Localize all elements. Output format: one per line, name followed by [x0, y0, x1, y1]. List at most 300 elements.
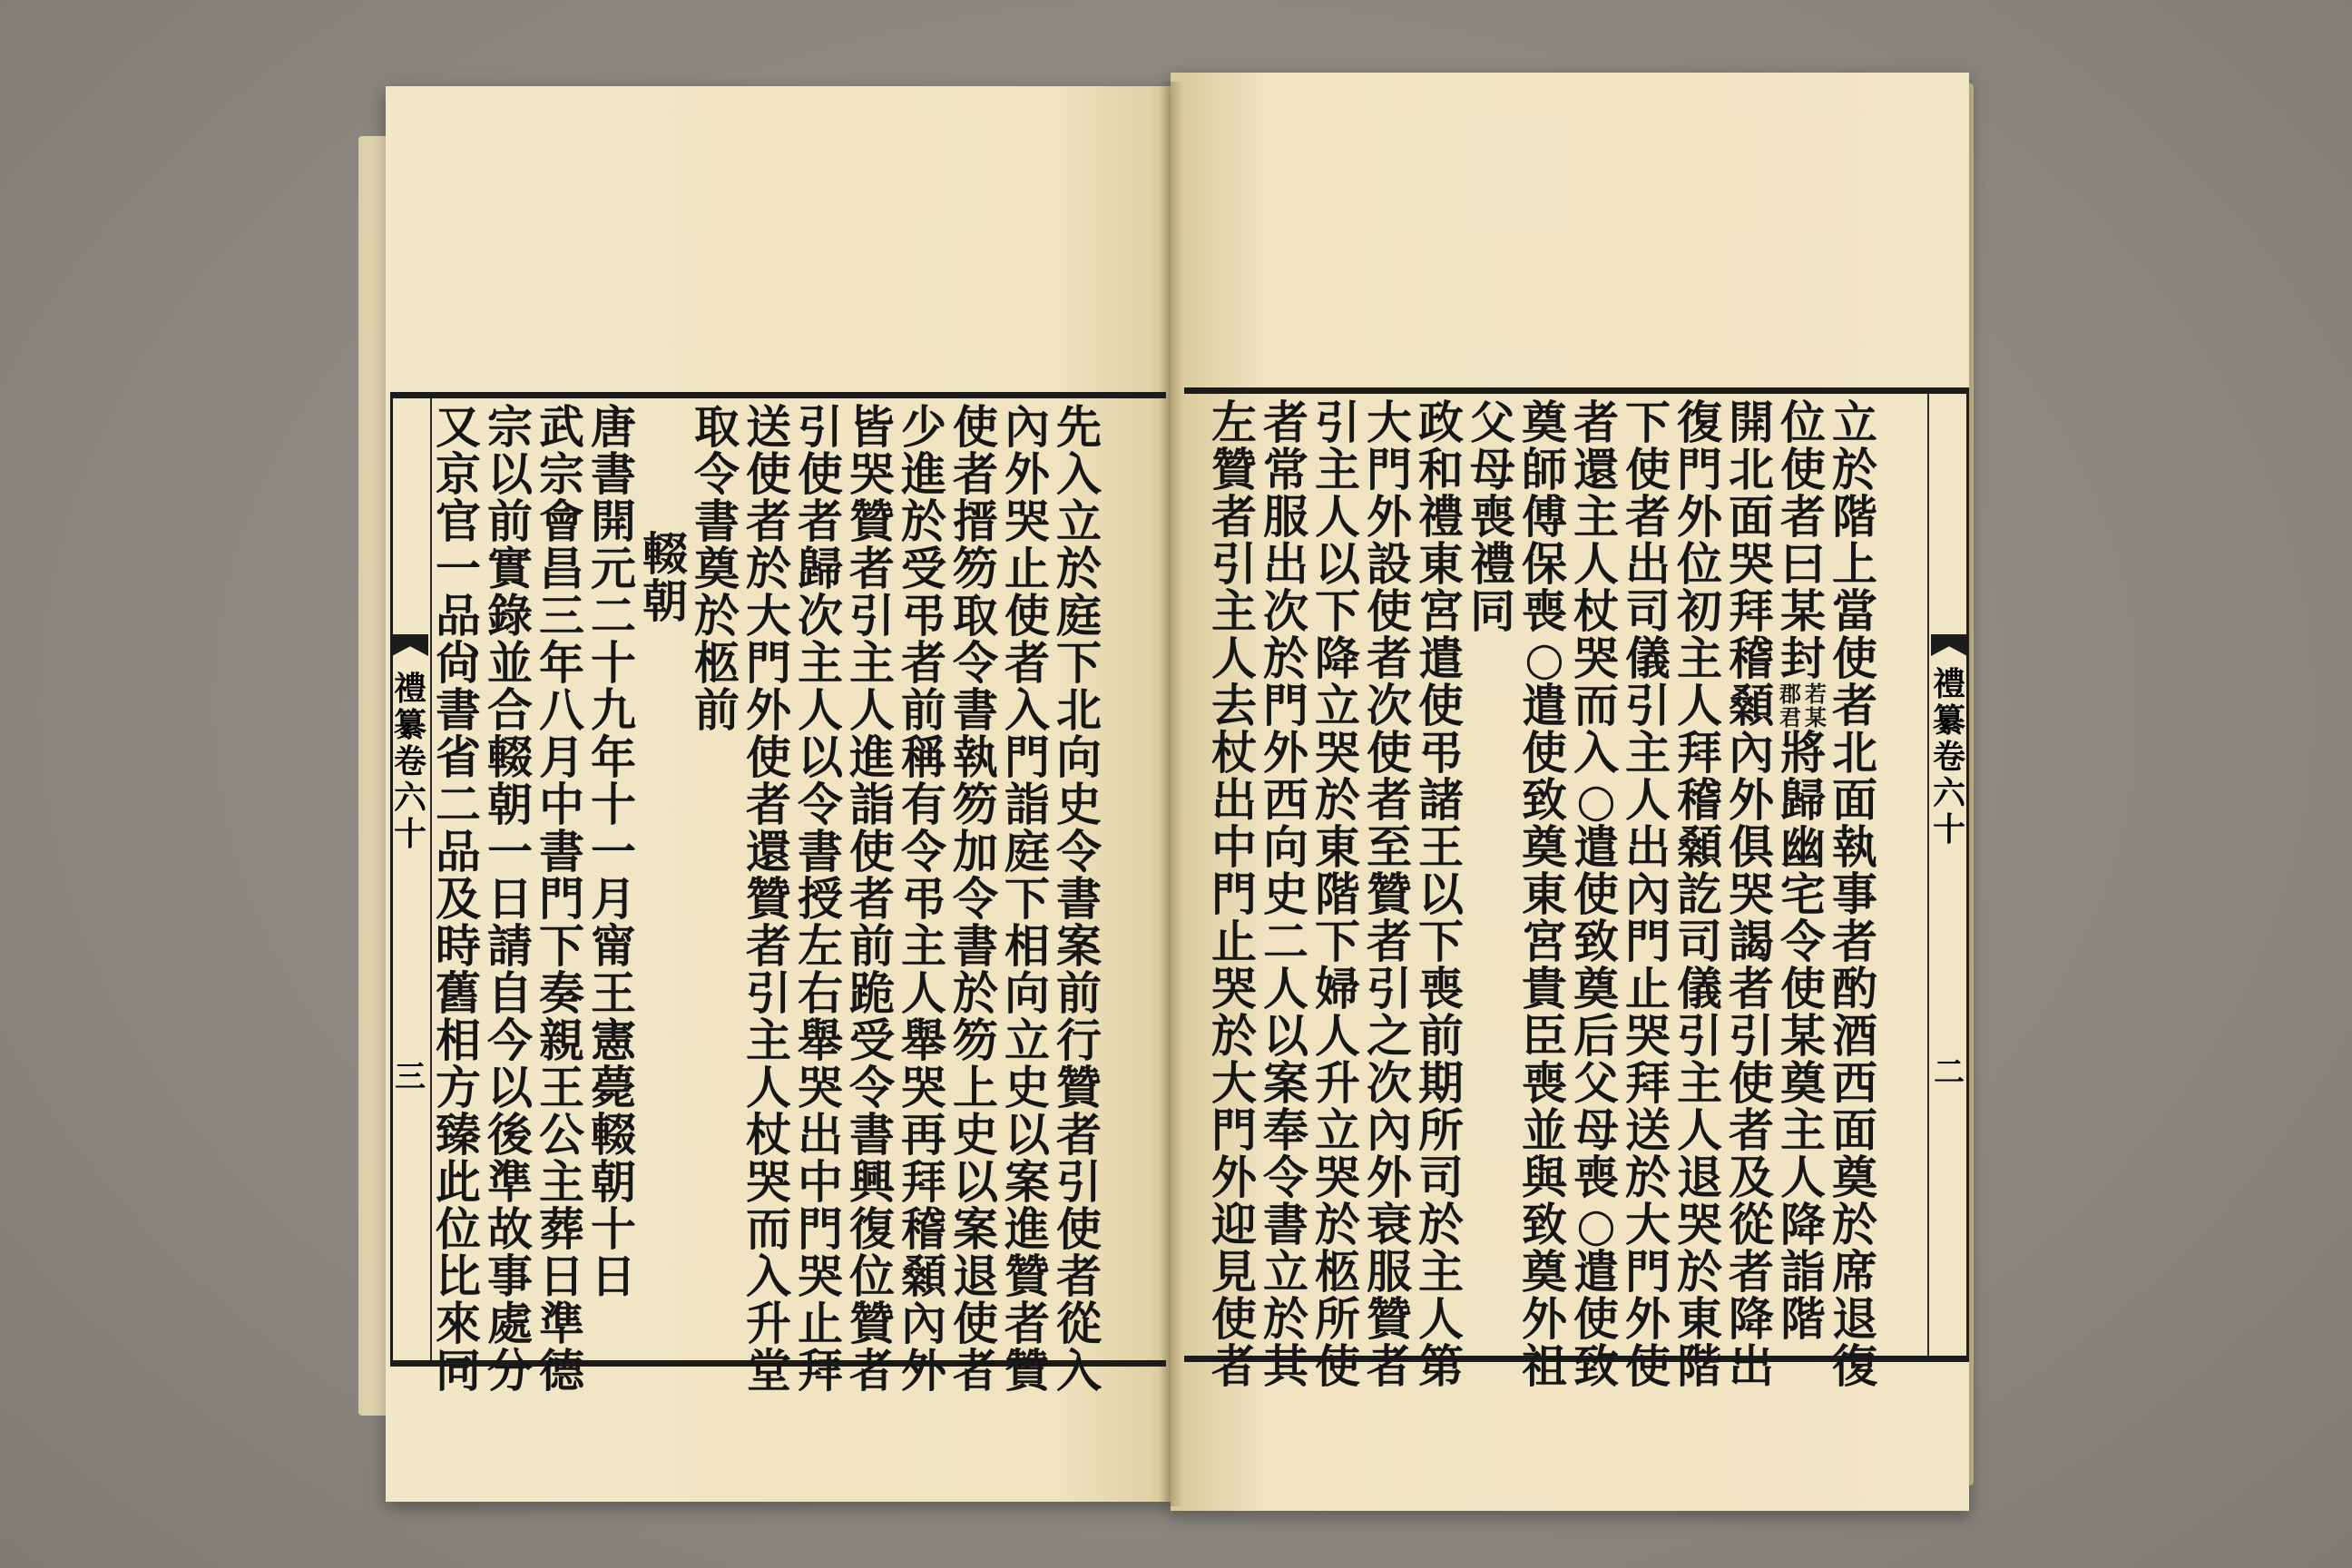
text-character: 父 — [1470, 396, 1515, 449]
left-text-column-1 — [1051, 400, 1107, 1397]
fish-tail-mark — [1931, 634, 1967, 656]
left-text-column-5 — [844, 400, 900, 1397]
text-character: 者 — [1729, 1245, 1774, 1298]
text-character: 哭 — [1004, 495, 1050, 548]
text-character: 西 — [1263, 773, 1308, 827]
right-text-column-1 — [1827, 396, 1883, 1393]
text-character: 降 — [1780, 1198, 1826, 1251]
text-character: 主 — [798, 636, 843, 690]
text-character: 政 — [1418, 396, 1464, 449]
text-character: 搢 — [953, 495, 998, 548]
text-character: ○ — [1576, 773, 1616, 827]
text-character: 大 — [1625, 1198, 1671, 1251]
text-character: 左 — [1211, 396, 1257, 449]
text-character: 自 — [487, 966, 533, 1020]
text-character: 六 — [393, 779, 426, 817]
text-character: 奠 — [1522, 396, 1567, 449]
text-character: 其 — [1263, 1339, 1308, 1393]
text-character: 一 — [487, 825, 533, 878]
text-character: 令 — [798, 778, 843, 831]
text-character: 二 — [591, 589, 636, 642]
text-character: 下 — [1625, 396, 1671, 449]
text-character: 武 — [539, 400, 584, 454]
text-character: 笏 — [953, 1014, 998, 1067]
text-character: 十 — [1932, 810, 1965, 848]
text-character: 書 — [539, 825, 584, 878]
text-character: 次 — [1367, 679, 1412, 732]
text-character: 儀 — [1677, 962, 1722, 1015]
text-character: 止 — [1211, 915, 1257, 968]
text-character: 門 — [1677, 443, 1722, 496]
text-character: 下 — [1004, 872, 1050, 926]
text-character: 者 — [901, 636, 946, 690]
left-text-column-7 — [740, 400, 797, 1397]
text-character: 實 — [487, 542, 533, 595]
text-character: 使 — [1625, 1339, 1671, 1393]
text-character: 令 — [953, 872, 998, 926]
text-character: 退 — [1677, 1151, 1722, 1204]
text-character: 令 — [1263, 1151, 1308, 1204]
text-character: 外 — [1729, 773, 1774, 827]
text-character: 君 — [1779, 704, 1801, 730]
text-character: 入 — [1004, 683, 1050, 737]
text-character: 輟 — [642, 527, 688, 581]
text-character: 某 — [1805, 704, 1827, 730]
text-character: 復 — [849, 1202, 895, 1256]
text-character: 稽 — [1729, 632, 1774, 685]
text-character: 拜 — [798, 1344, 843, 1397]
text-character: 顙 — [901, 1250, 946, 1303]
text-character: 遣 — [1522, 679, 1567, 732]
left-banxin-title — [392, 671, 428, 852]
text-character: 拜 — [901, 1155, 946, 1209]
text-character: 立 — [1056, 495, 1102, 548]
text-character: 封 — [1780, 632, 1826, 685]
text-character: 將 — [1780, 726, 1826, 779]
text-character: 內 — [1625, 867, 1671, 921]
text-character: 臻 — [436, 1108, 481, 1161]
text-character: 東 — [1522, 867, 1567, 921]
right-text-column-12 — [1258, 396, 1314, 1393]
text-character: 諸 — [1418, 773, 1464, 827]
text-character: 者 — [1367, 632, 1412, 685]
text-character: 前 — [901, 683, 946, 737]
text-character: 同 — [1470, 584, 1515, 638]
text-character: 內 — [901, 1297, 946, 1350]
text-character: 婦 — [1315, 962, 1360, 1015]
left-text-column-2 — [999, 400, 1055, 1397]
text-character: 門 — [1625, 1245, 1671, 1298]
text-character: 某 — [1780, 584, 1826, 638]
text-character: 並 — [1522, 1103, 1567, 1157]
text-character: 前 — [487, 495, 533, 548]
text-character: 使 — [1729, 1056, 1774, 1110]
text-character: 書 — [436, 683, 481, 737]
text-character: 公 — [539, 1108, 584, 1161]
text-character: 案 — [1004, 1155, 1050, 1209]
text-character: 外 — [1211, 1151, 1257, 1204]
text-character: 奏 — [539, 966, 584, 1020]
text-character: 內 — [1367, 1103, 1412, 1157]
text-character: 止 — [798, 1297, 843, 1350]
text-character: 傅 — [1522, 490, 1567, 544]
text-character: 葬 — [539, 1202, 584, 1256]
text-character: 北 — [1729, 443, 1774, 496]
text-character: 於 — [694, 589, 740, 642]
text-character: 中 — [539, 778, 584, 831]
text-character: 弔 — [1418, 726, 1464, 779]
left-text-column-3 — [947, 400, 1004, 1397]
text-character: 省 — [436, 730, 481, 784]
text-character: 使 — [1573, 1292, 1619, 1346]
text-character: 止 — [1004, 542, 1050, 595]
text-character: 而 — [1573, 679, 1619, 732]
text-character: 親 — [539, 1014, 584, 1067]
text-character: 遣 — [1573, 1245, 1619, 1298]
text-character: 常 — [1263, 443, 1308, 496]
text-character: 立 — [1315, 1103, 1360, 1157]
text-character: ○ — [1524, 632, 1564, 685]
text-character: 降 — [1729, 1292, 1774, 1346]
text-character: 人 — [849, 683, 895, 737]
text-character: 顙 — [1677, 820, 1722, 874]
text-character: 薨 — [591, 1061, 636, 1114]
text-character: 弔 — [901, 872, 946, 926]
text-character: 酌 — [1832, 962, 1877, 1015]
text-character: 書 — [849, 1108, 895, 1161]
text-character: 人 — [1573, 537, 1619, 591]
text-character: 人 — [1625, 773, 1671, 827]
text-character: 階 — [1780, 1292, 1826, 1346]
text-character: 贊 — [1367, 867, 1412, 921]
text-character: 第 — [1418, 1339, 1464, 1393]
text-character: 喪 — [1522, 1056, 1567, 1110]
text-character: 還 — [746, 825, 791, 878]
text-character: 使 — [746, 730, 791, 784]
text-character: 贊 — [1211, 443, 1257, 496]
text-character: 二 — [1263, 915, 1308, 968]
text-character: 引 — [1729, 1009, 1774, 1063]
text-character: 還 — [1573, 443, 1619, 496]
text-character: 及 — [436, 872, 481, 926]
text-character: 宮 — [1418, 584, 1464, 638]
text-character: 主 — [1625, 726, 1671, 779]
text-character: 貴 — [1522, 962, 1567, 1015]
text-character: 主 — [1780, 1103, 1826, 1157]
text-character: 哭 — [798, 1061, 843, 1114]
text-character: 從 — [1056, 1297, 1102, 1350]
text-character: 位 — [1677, 537, 1722, 591]
text-character: 使 — [849, 825, 895, 878]
text-character: 上 — [1832, 537, 1877, 591]
text-character: 於 — [1056, 542, 1102, 595]
text-character: 禮 — [393, 670, 426, 708]
text-character: 期 — [1418, 1056, 1464, 1110]
text-character: 於 — [1315, 773, 1360, 827]
text-character: 昌 — [539, 542, 584, 595]
text-character: 下 — [539, 919, 584, 973]
text-character: 哭 — [901, 1061, 946, 1114]
text-character: 入 — [1056, 1344, 1102, 1397]
text-character: 門 — [1211, 1103, 1257, 1157]
text-character: 人 — [1315, 1009, 1360, 1063]
text-character: 奠 — [694, 542, 740, 595]
text-character: 準 — [539, 1297, 584, 1350]
text-character: 者 — [953, 1344, 998, 1397]
text-character: 初 — [1677, 584, 1722, 638]
text-character: 令 — [1780, 915, 1826, 968]
left-text-column-6 — [792, 400, 848, 1397]
text-character: 奠 — [1522, 820, 1567, 874]
text-character: 出 — [798, 1108, 843, 1161]
text-character: 外 — [1522, 1292, 1567, 1346]
text-character: 致 — [1573, 915, 1619, 968]
text-character: 京 — [436, 447, 481, 501]
text-character: 迎 — [1211, 1198, 1257, 1251]
text-character: 哭 — [798, 1250, 843, 1303]
text-character: 次 — [798, 589, 843, 642]
inline-note — [1775, 682, 1831, 730]
text-character: 書 — [1263, 1198, 1308, 1251]
text-character: 設 — [1367, 537, 1412, 591]
text-character: 致 — [1522, 1198, 1567, 1251]
text-character: 贊 — [849, 1297, 895, 1350]
text-character: 者 — [1211, 1339, 1257, 1393]
text-character: 十 — [591, 1202, 636, 1256]
text-character: 行 — [1056, 1014, 1102, 1067]
text-character: 稽 — [1677, 773, 1722, 827]
text-character: 合 — [487, 683, 533, 737]
text-character: 於 — [746, 542, 791, 595]
text-character: 面 — [1832, 773, 1877, 827]
text-character: 甯 — [591, 919, 636, 973]
text-character: 者 — [849, 1344, 895, 1397]
text-character: 引 — [1367, 962, 1412, 1015]
text-character: 人 — [1780, 1151, 1826, 1204]
text-character: 禮 — [1418, 490, 1464, 544]
text-character: 階 — [1832, 490, 1877, 544]
text-character: 面 — [1729, 490, 1774, 544]
text-character: 唐 — [591, 400, 636, 454]
text-character: 詣 — [849, 778, 895, 831]
text-character: 至 — [1367, 820, 1412, 874]
left-page-number: 三 — [395, 1059, 426, 1095]
text-character: 哭 — [1211, 962, 1257, 1015]
text-character: 父 — [1573, 1056, 1619, 1110]
text-character: 於 — [1263, 632, 1308, 685]
text-character: 比 — [436, 1250, 481, 1303]
text-character: 令 — [901, 825, 946, 878]
text-character: 六 — [1932, 774, 1965, 812]
text-character: 哭 — [1677, 1198, 1722, 1251]
text-character: 出 — [1729, 1339, 1774, 1393]
text-character: 稽 — [901, 1202, 946, 1256]
text-character: 從 — [1729, 1198, 1774, 1251]
text-character: 臣 — [1522, 1009, 1567, 1063]
text-character: 使 — [1367, 584, 1412, 638]
text-character: 下 — [1056, 636, 1102, 690]
text-character: 使 — [953, 1297, 998, 1350]
text-character: 詣 — [1780, 1245, 1826, 1298]
text-character: 哭 — [746, 1155, 791, 1209]
text-character: 大 — [1367, 396, 1412, 449]
text-character: 一 — [591, 825, 636, 878]
text-character: 執 — [1832, 820, 1877, 874]
text-character: 東 — [1315, 820, 1360, 874]
text-character: 所 — [1315, 1292, 1360, 1346]
text-character: 朝 — [642, 574, 688, 628]
text-character: 立 — [1832, 396, 1877, 449]
text-character: 前 — [849, 919, 895, 973]
text-character: 門 — [1211, 867, 1257, 921]
text-character: 次 — [1263, 584, 1308, 638]
text-character: 事 — [487, 1250, 533, 1303]
text-character: 哭 — [1729, 537, 1774, 591]
text-character: 位 — [849, 1250, 895, 1303]
text-character: 書 — [953, 919, 998, 973]
text-character: 人 — [1315, 490, 1360, 544]
text-character: 歸 — [798, 542, 843, 595]
text-character: 上 — [953, 1061, 998, 1114]
text-character: 柩 — [1315, 1245, 1360, 1298]
text-character: 拜 — [1729, 584, 1774, 638]
text-character: 人 — [1211, 632, 1257, 685]
text-character: 元 — [591, 542, 636, 595]
right-text-column-9 — [1413, 396, 1469, 1393]
text-character: 奠 — [1832, 1151, 1877, 1204]
text-character: 案 — [1056, 919, 1102, 973]
text-character: 者 — [798, 495, 843, 548]
text-character: 東 — [1677, 1292, 1722, 1346]
text-character: 入 — [1573, 726, 1619, 779]
text-character: 下 — [1315, 915, 1360, 968]
text-character: 者 — [1832, 915, 1877, 968]
text-character: 門 — [1004, 730, 1050, 784]
text-character: 向 — [1056, 730, 1102, 784]
text-character: 於 — [1315, 1198, 1360, 1251]
text-character: 服 — [1263, 490, 1308, 544]
text-character: 引 — [1056, 1155, 1102, 1209]
text-character: 使 — [798, 447, 843, 501]
text-character: 進 — [901, 447, 946, 501]
text-character: 者 — [1729, 1103, 1774, 1157]
text-character: 庭 — [1056, 589, 1102, 642]
text-character: 十 — [591, 778, 636, 831]
text-character: 引 — [1625, 679, 1671, 732]
text-character: 相 — [1004, 919, 1050, 973]
text-character: 母 — [1573, 1103, 1619, 1157]
text-character: 史 — [1056, 778, 1102, 831]
text-character: 外 — [1263, 726, 1308, 779]
text-character: 位 — [436, 1202, 481, 1256]
text-character: 使 — [1211, 1292, 1257, 1346]
text-character: 八 — [539, 683, 584, 737]
text-character: 舊 — [436, 966, 481, 1020]
text-character: 朝 — [487, 778, 533, 831]
text-character: 引 — [1211, 537, 1257, 591]
text-character: 杖 — [1573, 584, 1619, 638]
text-character: 十 — [393, 815, 426, 853]
text-character: 開 — [1729, 396, 1774, 449]
text-character: 去 — [1211, 679, 1257, 732]
text-character: 當 — [1832, 584, 1877, 638]
text-character: 者 — [849, 872, 895, 926]
text-character: 年 — [591, 730, 636, 784]
text-character: 西 — [1832, 1056, 1877, 1110]
text-character: 復 — [1832, 1339, 1877, 1393]
text-character: 詣 — [1004, 778, 1050, 831]
text-character: 令 — [694, 447, 740, 501]
text-character: 取 — [694, 400, 740, 454]
text-character: 贊 — [849, 495, 895, 548]
text-character: 案 — [953, 1202, 998, 1256]
text-character: 於 — [953, 966, 998, 1020]
text-character: 大 — [1211, 1056, 1257, 1110]
text-character: 會 — [539, 495, 584, 548]
text-character: 止 — [1625, 962, 1671, 1015]
text-character: 祖 — [1522, 1339, 1567, 1393]
text-character: 者 — [746, 495, 791, 548]
text-character: 者 — [849, 542, 895, 595]
text-character: 者 — [1211, 490, 1257, 544]
text-character: 以 — [487, 447, 533, 501]
text-character: 笏 — [953, 778, 998, 831]
text-character: 而 — [746, 1202, 791, 1256]
text-character: 興 — [849, 1155, 895, 1209]
text-character: 笏 — [953, 542, 998, 595]
text-character: 時 — [436, 919, 481, 973]
text-character: 案 — [1263, 1056, 1308, 1110]
text-character: 又 — [436, 400, 481, 454]
text-character: 司 — [1677, 915, 1722, 968]
text-character: 前 — [1056, 966, 1102, 1020]
text-character: 哭 — [1625, 1009, 1671, 1063]
text-character: 堂 — [746, 1344, 791, 1397]
text-character: 以 — [1315, 537, 1360, 591]
text-character: 於 — [901, 495, 946, 548]
text-character: 贊 — [1004, 1344, 1050, 1397]
text-character: 奉 — [1263, 1103, 1308, 1157]
text-character: 門 — [1625, 915, 1671, 968]
text-character: 謁 — [1729, 915, 1774, 968]
text-character: 使 — [953, 400, 998, 454]
text-character: 之 — [1367, 1009, 1412, 1063]
text-character: 王 — [539, 1061, 584, 1114]
text-character: 者 — [1056, 1250, 1102, 1303]
text-character: 哭 — [1729, 867, 1774, 921]
text-character: 史 — [1004, 1061, 1050, 1114]
text-character: 取 — [953, 589, 998, 642]
text-character: 令 — [953, 636, 998, 690]
text-character: 見 — [1211, 1245, 1257, 1298]
text-character: 外 — [1625, 1292, 1671, 1346]
text-character: 進 — [849, 730, 895, 784]
text-character: 贊 — [1004, 1250, 1050, 1303]
text-character: 再 — [901, 1108, 946, 1161]
text-character: 顙 — [1729, 679, 1774, 732]
text-character: 贊 — [746, 872, 791, 926]
text-character: 某 — [1780, 1009, 1826, 1063]
text-character: 所 — [1418, 1103, 1464, 1157]
text-character: 三 — [539, 589, 584, 642]
text-character: 師 — [1522, 443, 1567, 496]
right-text-column-4 — [1671, 396, 1728, 1393]
text-character: 使 — [1780, 443, 1826, 496]
text-character: 準 — [487, 1155, 533, 1209]
text-character: 者 — [1625, 490, 1671, 544]
text-character: 幽 — [1780, 820, 1826, 874]
text-character: 門 — [1263, 679, 1308, 732]
